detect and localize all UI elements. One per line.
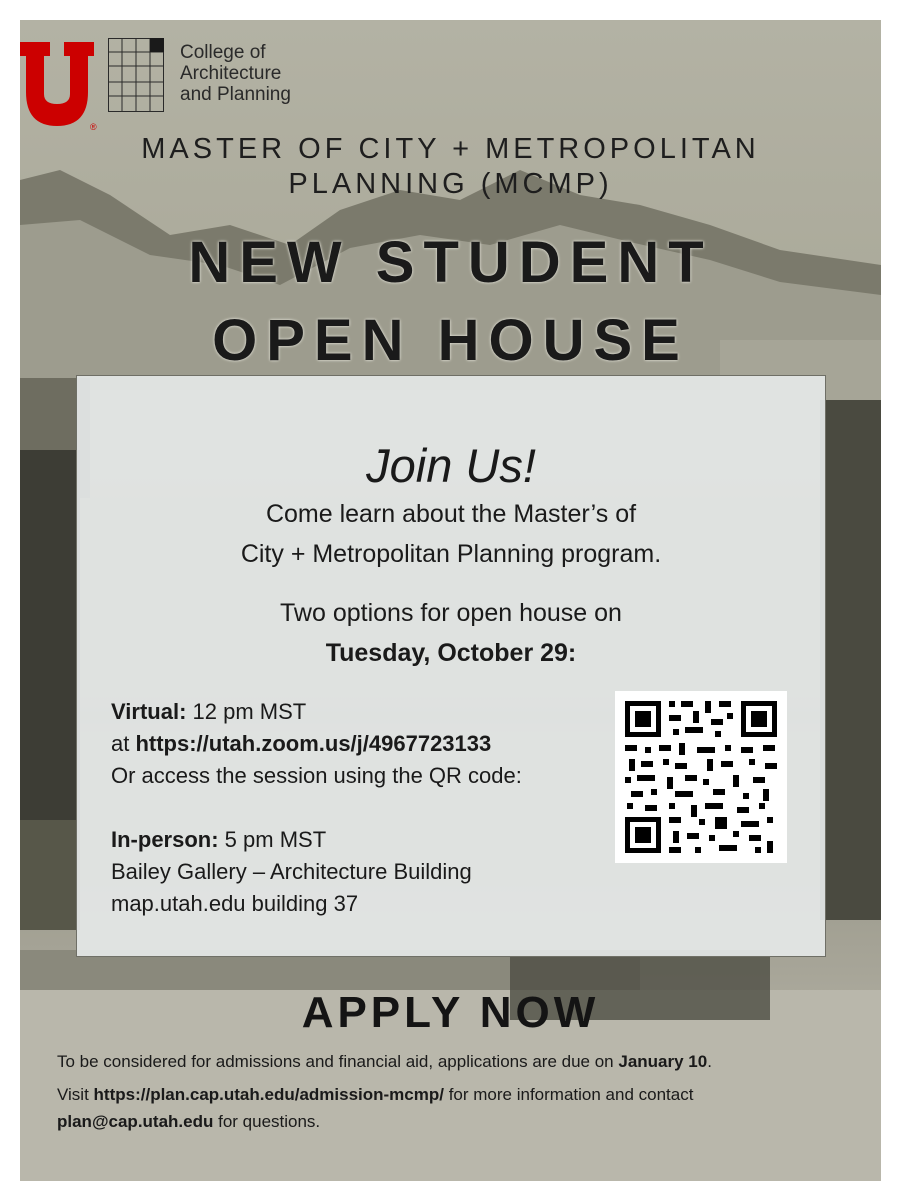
deadline-text: To be considered for admissions and financial aid, applications are due on (57, 1052, 619, 1071)
program-line-1: MASTER OF CITY + METROPOLITAN (141, 133, 760, 165)
deadline-paragraph (57, 1048, 847, 1075)
lawn-left (20, 820, 80, 930)
tree-right (820, 400, 881, 920)
headline-line-1: NEW STUDENT (188, 230, 713, 295)
location-line: Bailey Gallery – Architecture Building (111, 859, 472, 884)
apply-now-heading: APPLY NOW (301, 988, 600, 1037)
event-headline (20, 224, 881, 380)
headline-line-2: OPEN HOUSE (212, 308, 689, 373)
in-person-line (111, 824, 522, 856)
deadline-end: . (707, 1052, 712, 1071)
deadline-date: January 10 (618, 1052, 708, 1071)
application-info (57, 1048, 847, 1141)
options-line: Two options for open house on (280, 599, 622, 627)
map-line: map.utah.edu building 37 (111, 891, 359, 916)
options-text (77, 593, 825, 673)
poster (20, 20, 881, 1181)
zoom-line (111, 728, 522, 760)
zoom-at: at (111, 731, 136, 756)
program-title (20, 132, 881, 202)
visit-text: Visit (57, 1085, 94, 1104)
college-line-3: and Planning (180, 84, 291, 105)
registered-mark: ® (90, 122, 97, 132)
session-details (111, 696, 522, 920)
program-line-2: PLANNING (MCMP) (288, 168, 613, 200)
college-line-1: College of (180, 42, 266, 63)
college-name (180, 42, 291, 105)
college-grid-logo (108, 38, 164, 112)
info-card (76, 375, 826, 957)
join-us-heading: Join Us! (366, 439, 536, 492)
spacer (111, 792, 522, 824)
qr-note: Or access the session using the QR code: (111, 763, 522, 788)
virtual-label: Virtual: (111, 699, 187, 724)
email-end: for questions. (213, 1112, 321, 1131)
in-person-label: In-person: (111, 827, 219, 852)
in-person-time: 5 pm MST (218, 827, 327, 852)
visit-mid: for more information and contact (443, 1085, 694, 1104)
contact-email[interactable]: plan@cap.utah.edu (57, 1112, 214, 1131)
intro-line-1: Come learn about the Master’s of (265, 500, 637, 528)
intro-line-2: City + Metropolitan Planning program. (240, 540, 662, 568)
university-u-logo (20, 42, 102, 132)
intro-text (77, 494, 825, 574)
event-date: Tuesday, October 29: (325, 639, 577, 667)
virtual-line (111, 696, 522, 728)
qr-code[interactable] (615, 691, 787, 863)
zoom-link[interactable]: https://utah.zoom.us/j/4967723133 (135, 731, 492, 756)
contact-paragraph (57, 1081, 847, 1135)
admission-link[interactable]: https://plan.cap.utah.edu/admission-mcmp/ (93, 1085, 444, 1104)
virtual-time: 12 pm MST (186, 699, 307, 724)
college-line-2: Architecture (180, 63, 282, 84)
